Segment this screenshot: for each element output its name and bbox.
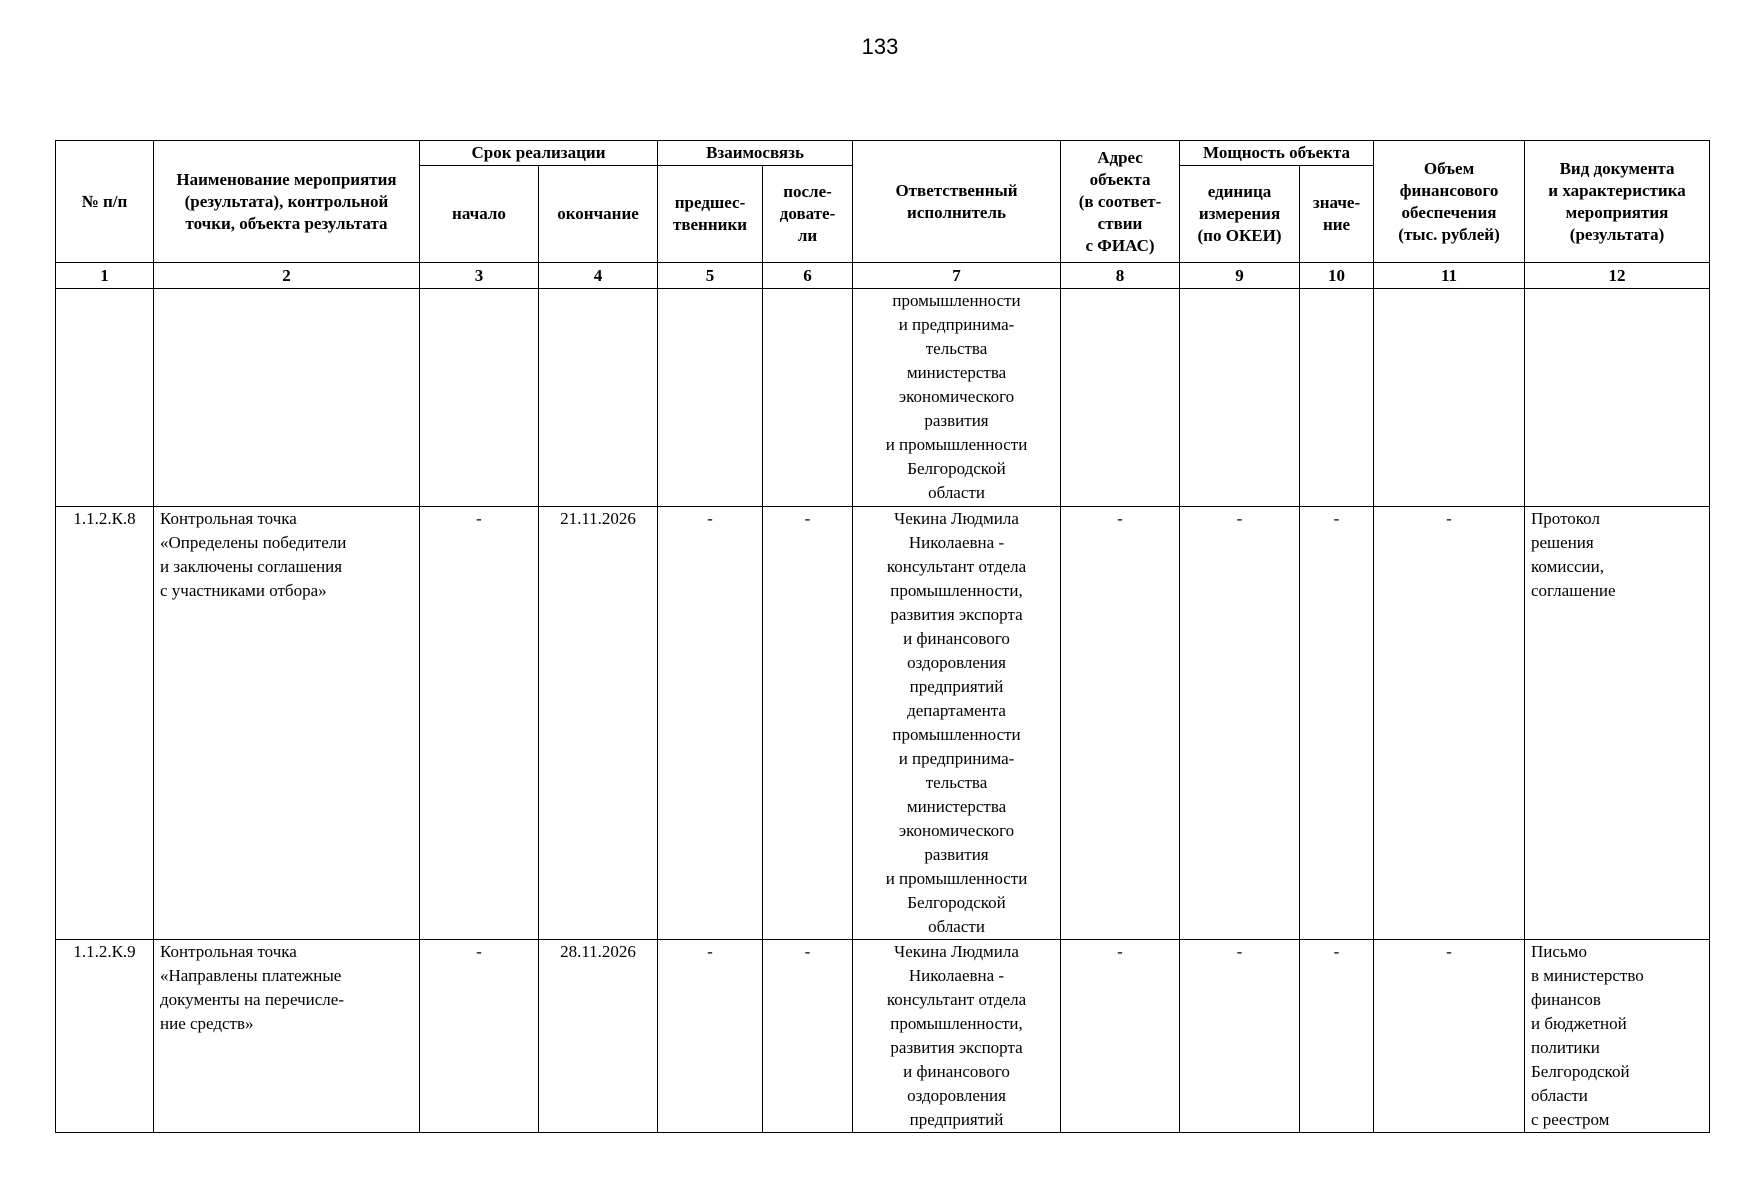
cell-name xyxy=(154,289,420,507)
cell-value xyxy=(1300,289,1374,507)
header-finance: Объем финансового обеспечения (тыс. рублей) xyxy=(1374,141,1525,263)
column-number: 12 xyxy=(1525,263,1710,289)
header-end: окончание xyxy=(539,166,658,263)
cell-value: - xyxy=(1300,507,1374,940)
table-row xyxy=(56,507,1710,940)
cell-start: - xyxy=(420,507,539,940)
cell-prev: - xyxy=(658,507,763,940)
cell-prev xyxy=(658,289,763,507)
header-unit: единица измерения (по ОКЕИ) xyxy=(1180,166,1300,263)
cell-address: - xyxy=(1061,507,1180,940)
cell-doc: Протокол решения комиссии, соглашение xyxy=(1525,507,1710,940)
table-row xyxy=(56,940,1710,1133)
cell-responsible: Чекина Людмила Николаевна - консультант отдела промышленности, развития экспорта и финансового оздоровления предприятий xyxy=(853,940,1061,1133)
table-body xyxy=(56,289,1710,1133)
column-number: 3 xyxy=(420,263,539,289)
header-doc: Вид документа и характеристика мероприятия (результата) xyxy=(1525,141,1710,263)
cell-unit xyxy=(1180,289,1300,507)
cell-num xyxy=(56,289,154,507)
cell-responsible: промышленности и предпринима- тельства министерства экономического развития и промышленности Белгородской области xyxy=(853,289,1061,507)
table-row xyxy=(56,289,1710,507)
header-vzaimosvyaz: Взаимосвязь xyxy=(658,141,853,166)
cell-doc xyxy=(1525,289,1710,507)
cell-num: 1.1.2.К.9 xyxy=(56,940,154,1133)
header-address: Адрес объекта (в соответ- ствии с ФИАС) xyxy=(1061,141,1180,263)
cell-num: 1.1.2.К.8 xyxy=(56,507,154,940)
cell-unit: - xyxy=(1180,507,1300,940)
header-responsible: Ответственный исполнитель xyxy=(853,141,1061,263)
cell-end xyxy=(539,289,658,507)
table-header xyxy=(56,141,1710,289)
cell-finance xyxy=(1374,289,1525,507)
page-number: 133 xyxy=(861,34,899,59)
header-moshchnost: Мощность объекта xyxy=(1180,141,1374,166)
cell-finance: - xyxy=(1374,507,1525,940)
cell-start xyxy=(420,289,539,507)
column-number: 7 xyxy=(853,263,1061,289)
cell-next xyxy=(763,289,853,507)
column-number: 5 xyxy=(658,263,763,289)
column-number: 8 xyxy=(1061,263,1180,289)
column-number: 4 xyxy=(539,263,658,289)
header-num: № п/п xyxy=(56,141,154,263)
header-prev: предшес- твенники xyxy=(658,166,763,263)
column-number: 1 xyxy=(56,263,154,289)
cell-end: 28.11.2026 xyxy=(539,940,658,1133)
cell-prev: - xyxy=(658,940,763,1133)
cell-address xyxy=(1061,289,1180,507)
cell-doc: Письмо в министерство финансов и бюджетной политики Белгородской области с реестром xyxy=(1525,940,1710,1133)
column-number: 10 xyxy=(1300,263,1374,289)
header-name: Наименование мероприятия (результата), контрольной точки, объекта результата xyxy=(154,141,420,263)
cell-value: - xyxy=(1300,940,1374,1133)
cell-name: Контрольная точка «Определены победители и заключены соглашения с участниками отбора» xyxy=(154,507,420,940)
cell-end: 21.11.2026 xyxy=(539,507,658,940)
cell-start: - xyxy=(420,940,539,1133)
column-number: 6 xyxy=(763,263,853,289)
cell-finance: - xyxy=(1374,940,1525,1133)
cell-next: - xyxy=(763,940,853,1133)
cell-responsible: Чекина Людмила Николаевна - консультант отдела промышленности, развития экспорта и финансового оздоровления предприятий департамента промышленности и предпринима- тельства министерства экономического развития и промышленности Белгородской области xyxy=(853,507,1061,940)
column-number: 9 xyxy=(1180,263,1300,289)
cell-name: Контрольная точка «Направлены платежные документы на перечисле- ние средств» xyxy=(154,940,420,1133)
cell-unit: - xyxy=(1180,940,1300,1133)
header-next: после- довате- ли xyxy=(763,166,853,263)
column-numbers-row xyxy=(56,263,1710,289)
header-start: начало xyxy=(420,166,539,263)
column-number: 11 xyxy=(1374,263,1525,289)
plan-table xyxy=(55,140,1710,1133)
cell-address: - xyxy=(1061,940,1180,1133)
header-srok: Срок реализации xyxy=(420,141,658,166)
column-number: 2 xyxy=(154,263,420,289)
cell-next: - xyxy=(763,507,853,940)
header-value: значе- ние xyxy=(1300,166,1374,263)
